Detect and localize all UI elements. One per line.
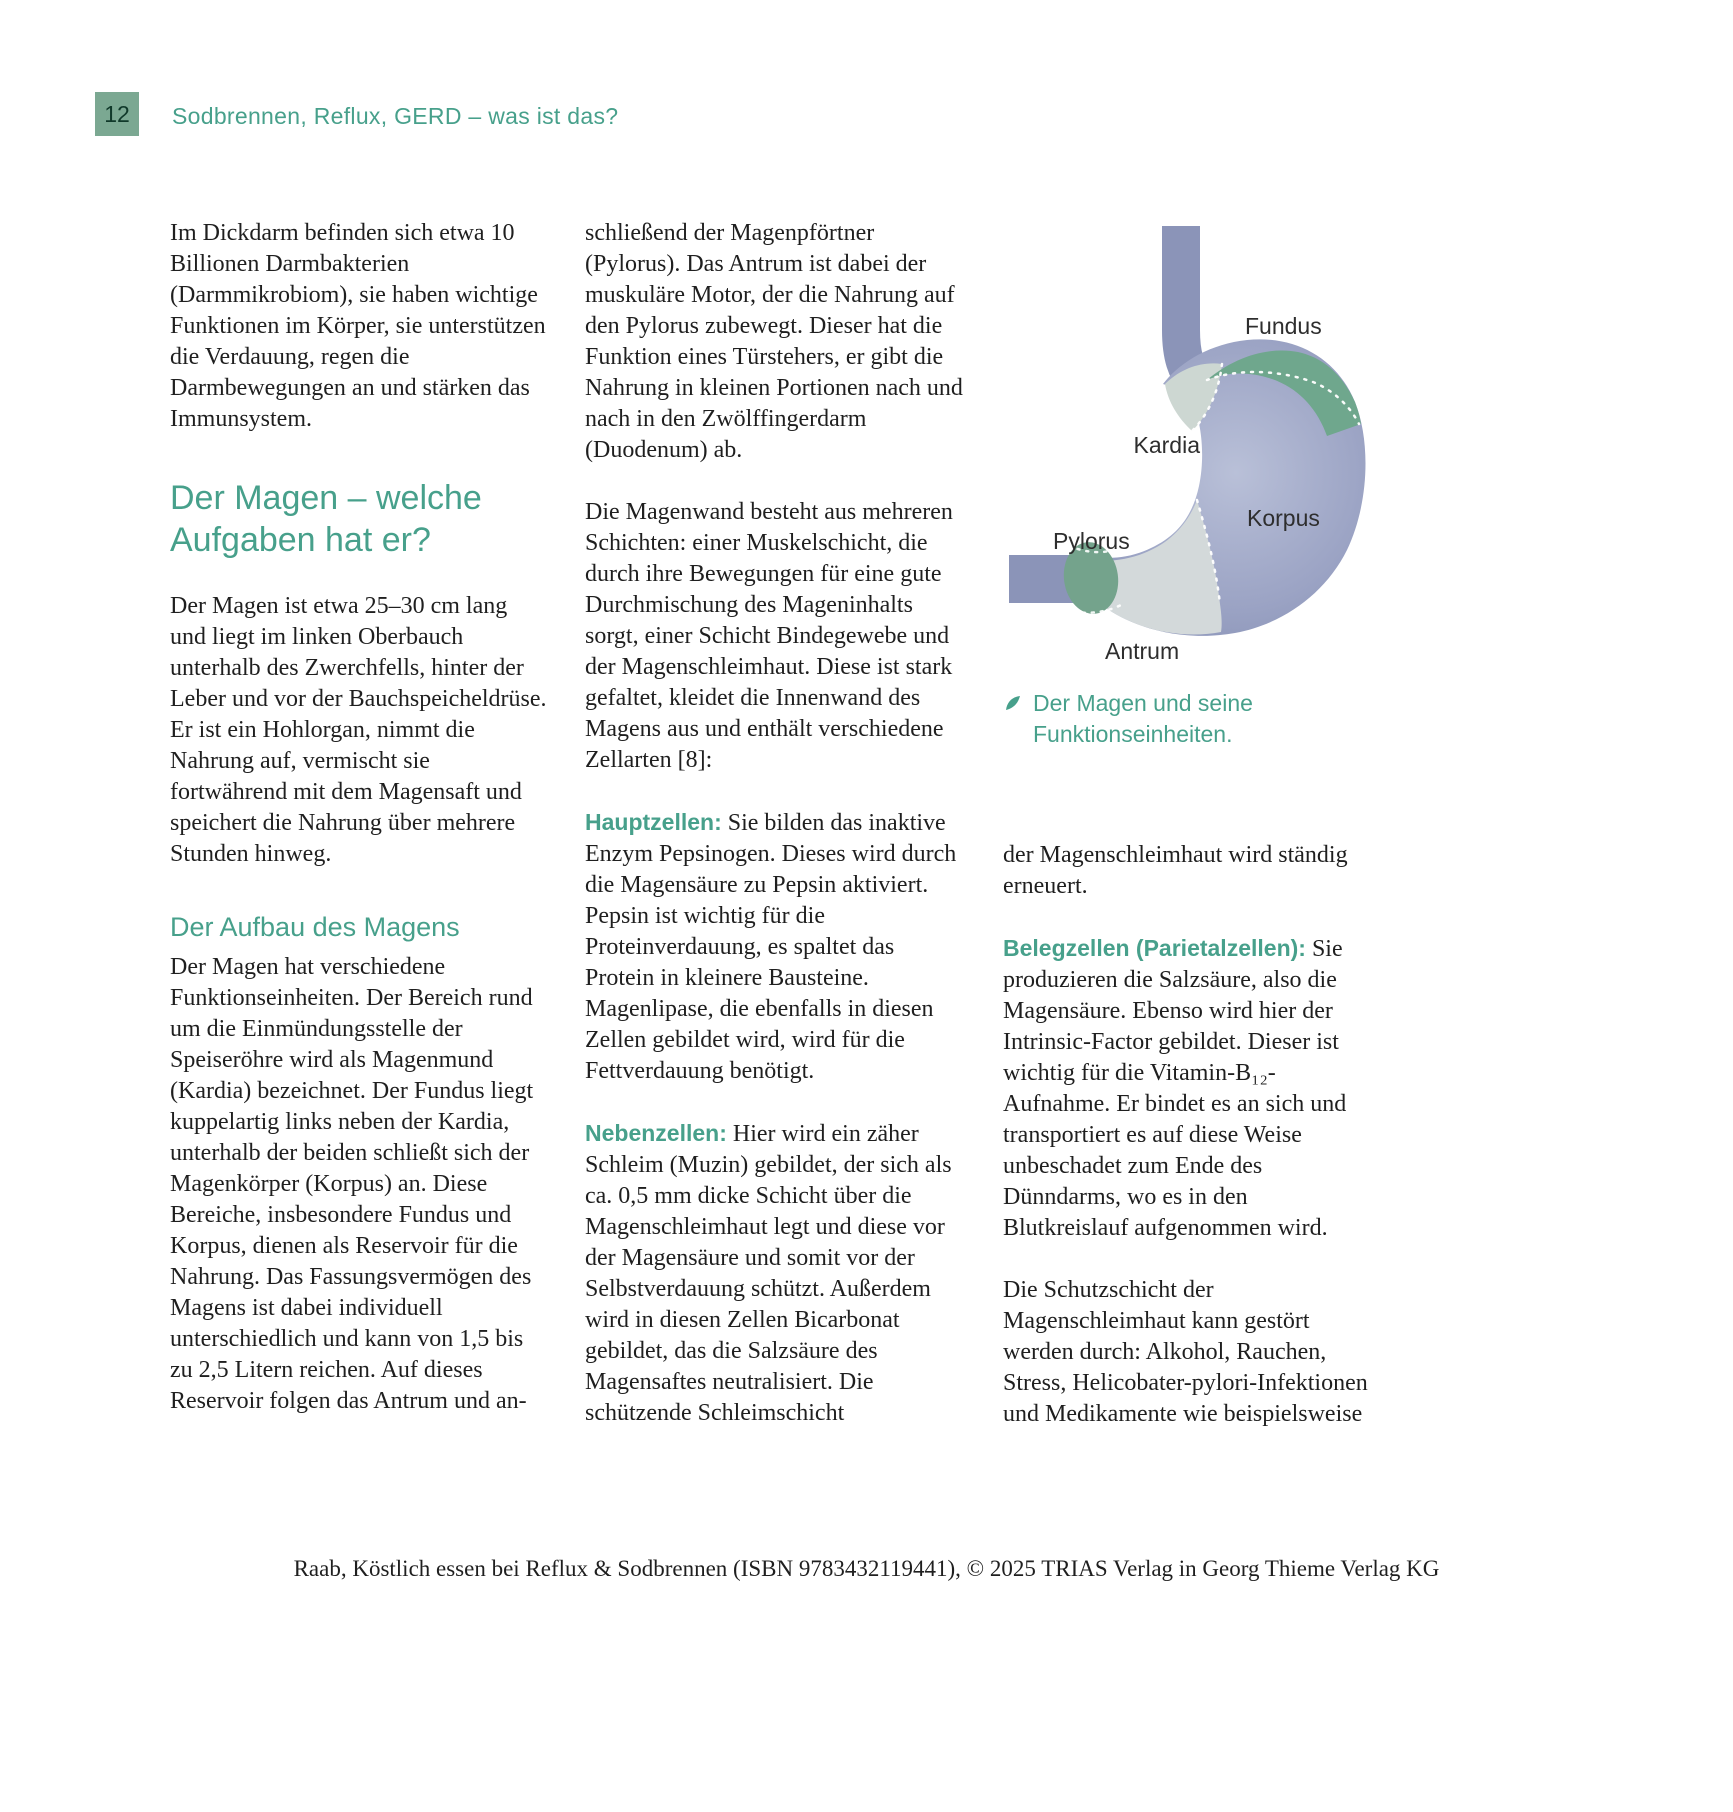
- paragraph-dickdarm: Im Dickdarm befinden sich etwa 10 Billionen Darmbakterien (Darmmikrobiom), sie haben wichtige Funktionen im Körper, sie unterstützen die Verdauung, regen die Darmbewegungen an und stärken das Immunsystem.: [170, 220, 546, 432]
- text-belegzellen: Sie produzieren die Salzsäure, also die Magensäure. Ebenso wird hier der Intrinsic-Factor gebildet. Dieser ist wichtig für die Vitamin-B₁₂-Aufnahme. Er bindet es an sich und transportiert es auf diese Weise unbeschadet zum Ende des Dünndarms, wo es in den Blutkreislauf aufgenommen wird.: [1003, 936, 1347, 1241]
- text-hauptzellen: Sie bilden das inaktive Enzym Pepsinogen. Dieses wird durch die Magensäure zu Pepsin aktiviert. Pepsin ist wichtig für die Proteinverdauung, es spaltet das Protein in kleinere Bausteine. Magenlipase, die ebenfalls in diesen Zellen gebildet wird, wird für die Fettverdauung benötigt.: [585, 810, 957, 1084]
- paragraph-hauptzellen: [585, 807, 963, 1087]
- copyright-footer: Raab, Köstlich essen bei Reflux & Sodbrennen (ISBN 9783432119441), © 2025 TRIAS Verlag in Georg Thieme Verlag KG: [293, 1556, 1440, 1581]
- term-hauptzellen: Hauptzellen:: [585, 809, 722, 835]
- running-header: Sodbrennen, Reflux, GERD – was ist das?: [172, 103, 619, 129]
- stomach-diagram: [995, 212, 1425, 682]
- label-antrum: Antrum: [1105, 638, 1180, 664]
- column-left: [170, 218, 548, 1417]
- paragraph-funktionseinheiten: Der Magen hat verschiedene Funktionseinheiten. Der Bereich rund um die Einmündungsstelle der Speiseröhre wird als Magenmund (Kardia) bezeichnet. Der Fundus liegt kuppelartig links neben der Kardia, unterhalb der beiden schließt sich der Magenkörper (Korpus) an. Diese Bereiche, insbesondere Fundus und Korpus, dienen als Reservoir für die Nahrung. Das Fassungsvermögen des Magens ist dabei individuell unterschiedlich und kann von 1,5 bis zu 2,5 Litern reichen. Auf dieses Reservoir folgen das Antrum und an-: [170, 954, 534, 1414]
- figure-caption: [1003, 688, 1333, 750]
- paragraph-nebenzellen: [585, 1118, 963, 1429]
- section-heading-der-magen: Der Magen – welche Aufgaben hat er?: [170, 479, 482, 559]
- page-number-badge: 12: [95, 92, 139, 136]
- label-korpus: Korpus: [1247, 505, 1320, 531]
- paragraph-schutzschicht: Die Schutzschicht der Magenschleimhaut kann gestört werden durch: Alkohol, Rauchen, Stress, Helicobater-pylori-Infektionen und Medikamente wie beispielsweise: [1003, 1277, 1368, 1427]
- paragraph-pylorus: schließend der Magenpförtner (Pylorus). Das Antrum ist dabei der muskuläre Motor, der die Nahrung auf den Pylorus zubewegt. Dieser hat die Funktion eines Türstehers, er gibt die Nahrung in kleinen Portionen nach und nach in den Zwölffingerdarm (Duodenum) ab.: [585, 220, 963, 463]
- column-right: [1003, 840, 1375, 1430]
- paragraph-schleimhaut-erneuert: der Magenschleimhaut wird ständig erneuert.: [1003, 842, 1348, 899]
- term-nebenzellen: Nebenzellen:: [585, 1120, 727, 1146]
- label-fundus: Fundus: [1245, 313, 1322, 339]
- text-nebenzellen: Hier wird ein zäher Schleim (Muzin) gebildet, der sich als ca. 0,5 mm dicke Schicht über die Magenschleimhaut legt und diese vor der Magensäure und somit vor der Selbstverdauung schützt. Außerdem wird in diesen Zellen Bicarbonat gebildet, das die Salzsäure des Magensaftes neutralisiert. Die schützende Schleimschicht: [585, 1121, 952, 1426]
- leaf-icon: [1003, 693, 1023, 713]
- stomach-figure: [995, 212, 1425, 682]
- label-pylorus: Pylorus: [1053, 528, 1130, 554]
- subsection-heading-aufbau: Der Aufbau des Magens: [170, 912, 460, 942]
- figure-caption-text: Der Magen und seine Funktionseinheiten.: [1033, 690, 1253, 747]
- paragraph-magen-lage: Der Magen ist etwa 25–30 cm lang und liegt im linken Oberbauch unterhalb des Zwerchfells, hinter der Leber und vor der Bauchspeicheldrüse. Er ist ein Hohlorgan, nimmt die Nahrung auf, vermischt sie fortwährend mit dem Magensaft und speichert die Nahrung über mehrere Stunden hinweg.: [170, 593, 547, 867]
- term-belegzellen: Belegzellen (Parietalzellen):: [1003, 935, 1306, 961]
- label-kardia: Kardia: [1133, 432, 1200, 458]
- column-middle: [585, 218, 963, 1429]
- paragraph-belegzellen: [1003, 933, 1375, 1244]
- paragraph-magenwand: Die Magenwand besteht aus mehreren Schichten: einer Muskelschicht, die durch ihre Bewegungen für eine gute Durchmischung des Mageninhalts sorgt, einer Schicht Bindegewebe und der Magenschleimhaut. Diese ist stark gefaltet, kleidet die Innenwand des Magens aus und enthält verschiedene Zellarten [8]:: [585, 499, 953, 773]
